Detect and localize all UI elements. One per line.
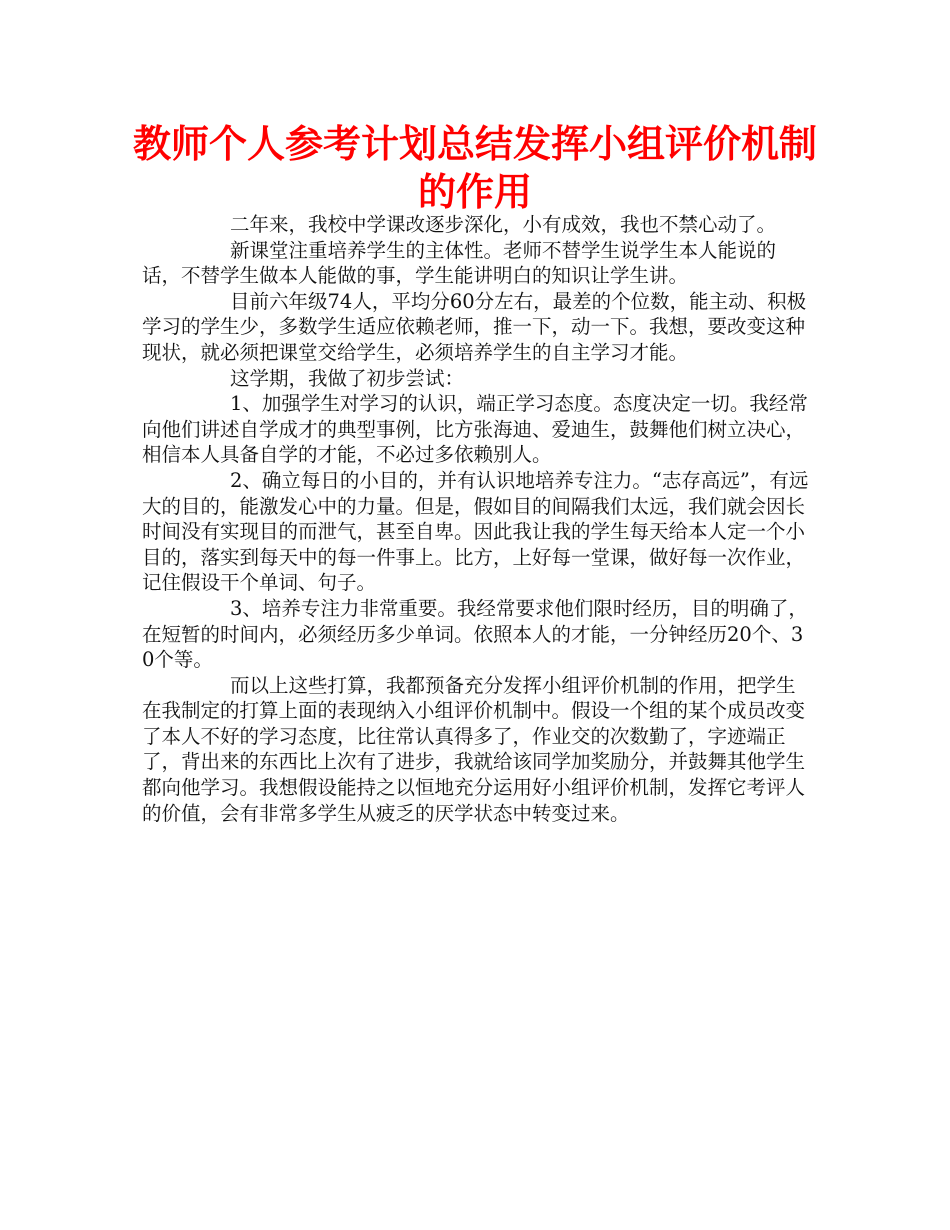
paragraph-1: 二年来，我校中学课改逐步深化，小有成效，我也不禁心动了。 (230, 213, 777, 236)
document-body (142, 212, 810, 826)
paragraph-2: 新课堂注重培养学生的主体性。老师不替学生说学生本人能说的话，不替学生做本人能做的事，学生能讲明白的知识让学生讲。 (142, 238, 777, 288)
paragraph-4: 这学期，我做了初步尝试： (230, 366, 465, 390)
paragraph-7: 3、培养专注力非常重要。我经常要求他们限时经历，目的明确了，在短暂的时间内，必须经历多少单词。依照本人的才能，一分钟经历20个、30个等。 (142, 596, 808, 672)
document-title: 教师个人参考计划总结发挥小组评价机制的作用 (132, 122, 817, 214)
paragraph-6: 2、确立每日的小目的，并有认识地培养专注力。“志存高远”，有远大的目的，能激发心中的力量。但是，假如目的间隔我们太远，我们就会因长时间没有实现目的而泄气，甚至自卑。因此我让我的学生每天给本人定一个小目的，落实到每天中的每一件事上。比方，上好每一堂课，做好每一次作业，记住假设干个单词、句子。 (142, 468, 809, 595)
paragraph-8: 而以上这些打算，我都预备充分发挥小组评价机制的作用，把学生在我制定的打算上面的表现纳入小组评价机制中。假设一个组的某个成员改变了本人不好的学习态度，比往常认真得多了，作业交的次数勤了，字迹端正了，背出来的东西比上次有了进步，我就给该同学加奖励分，并鼓舞其他学生都向他学习。我想假设能持之以恒地充分运用好小组评价机制，发挥它考评人的价值，会有非常多学生从疲乏的厌学状态中转变过来。 (142, 673, 806, 825)
paragraph-5: 1、加强学生对学习的认识，端正学习态度。态度决定一切。我经常向他们讲述自学成才的典型事例，比方张海迪、爱迪生，鼓舞他们树立决心，相信本人具备自学的才能，不必过多依赖别人。 (142, 392, 808, 467)
paragraph-3: 目前六年级74人，平均分60分左右，最差的个位数，能主动、积极学习的学生少，多数学生适应依赖老师，推一下，动一下。我想，要改变这种现状，就必须把课堂交给学生，必须培养学生的自主学习才能。 (142, 289, 807, 364)
